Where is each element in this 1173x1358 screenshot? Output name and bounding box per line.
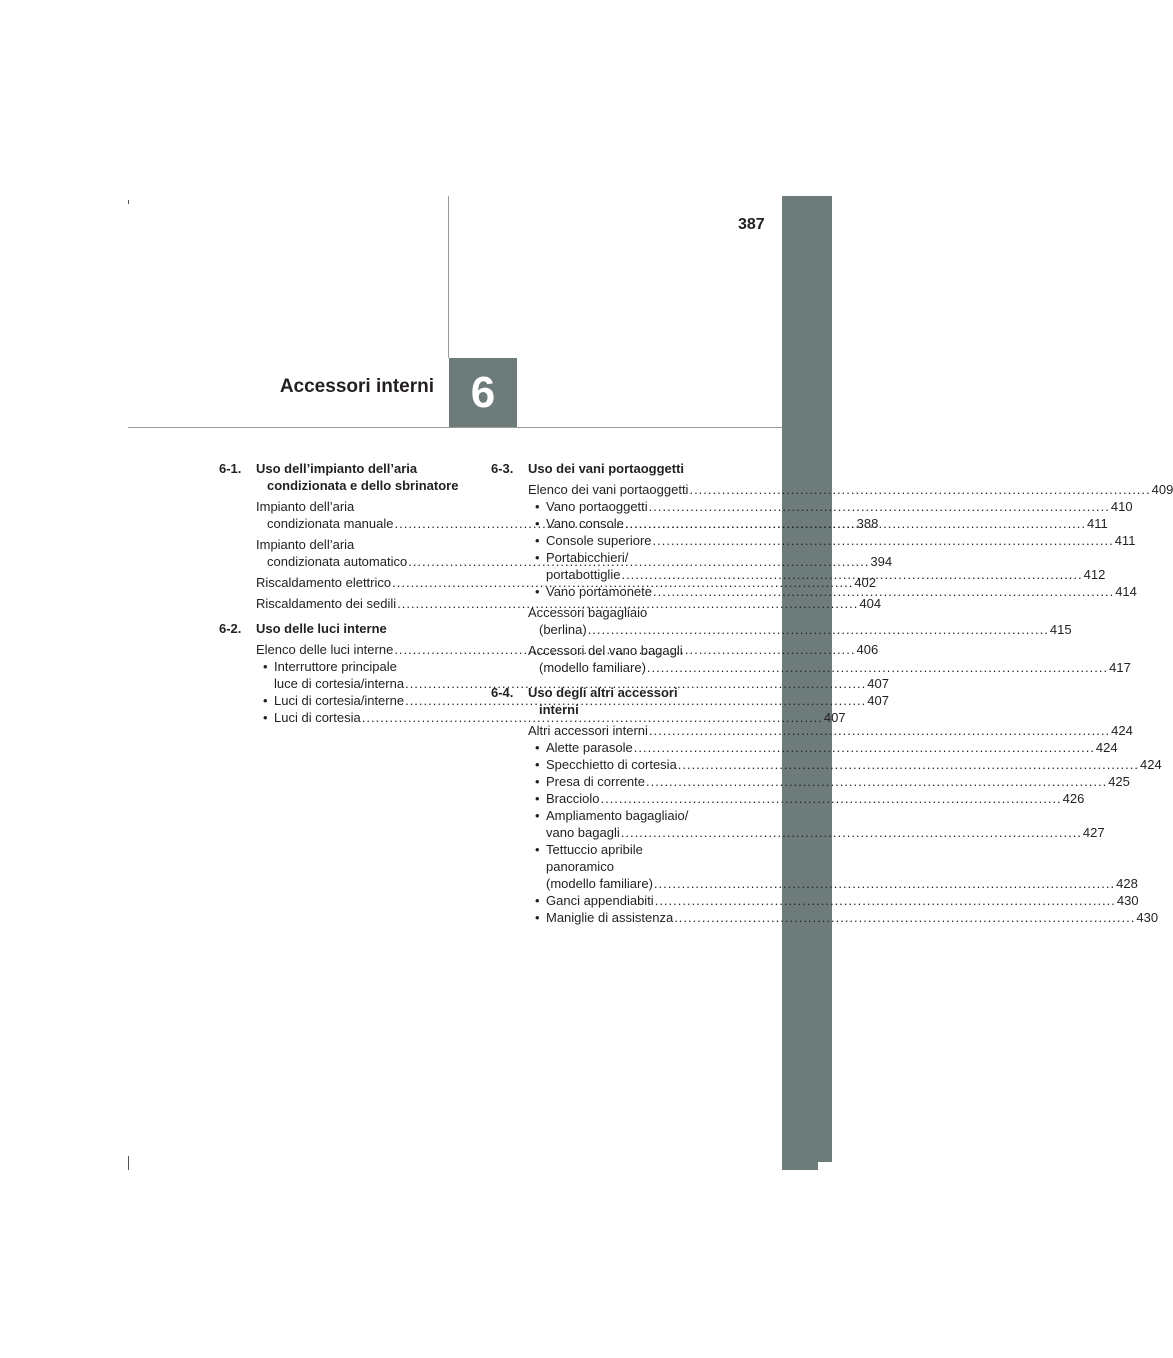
toc-page-number: 406 [856,642,879,657]
toc-leader-line [546,498,1133,515]
toc-entry-text: Console superiore [546,533,652,548]
toc-entry-text: condizionata automatico [267,554,408,569]
toc-entry-text: Elenco delle luci interne [256,642,394,657]
dot-leader [647,660,1108,675]
bullet-icon: • [263,710,268,725]
toc-entry-text: Vano portaoggetti [546,499,648,514]
toc-leader-line [546,756,1162,773]
section-title-line: Uso dei vani portaoggetti [528,461,685,476]
toc-leader-line [546,790,1085,807]
toc-leader-line [546,824,1105,841]
toc-entry-text: Luci di cortesia [274,710,361,725]
toc-page-number: 394 [870,554,893,569]
toc-leader-line [546,909,1159,926]
toc-sub-entry[interactable] [528,841,1138,892]
toc-entry-line: Impianto dell’aria [256,499,355,514]
toc-sub-entry[interactable] [528,892,1139,909]
bullet-icon: • [535,842,540,857]
toc-entry-text: vano bagagli [546,825,620,840]
toc-page-number: 407 [823,710,846,725]
section-title-line: interni [539,702,579,717]
bullet-icon: • [535,808,540,823]
toc-sub-entry-line: panoramico [546,859,614,874]
toc-entry-text: Riscaldamento dei sedili [256,596,397,611]
toc-sub-entry[interactable] [528,909,1159,926]
toc-sub-entry[interactable] [528,790,1085,807]
toc-entry-line: Accessori del vano bagagli [528,643,683,658]
dot-leader [621,566,1082,583]
toc-leader-line [546,583,1137,600]
header-vertical-rule [448,196,449,358]
dot-leader [649,723,1110,738]
toc-entry-last [528,722,1133,739]
toc-leader-line [546,892,1139,909]
toc-entry-line: Accessori bagagliaio [528,605,648,620]
dot-leader [678,756,1139,773]
toc-entry-text: Luci di cortesia/interne [274,693,405,708]
section-title [256,460,467,494]
bullet-icon: • [535,893,540,908]
toc-page-number: 409 [1151,482,1173,497]
bullet-icon: • [535,910,540,925]
crop-mark [128,200,129,204]
toc-leader-line [274,675,889,692]
toc-leader-line [546,739,1118,756]
toc-page-number: 410 [1110,499,1133,514]
section-number: 6-1. [219,461,242,476]
dot-leader [653,583,1114,600]
toc-page-number: 402 [854,575,877,590]
toc-sub-entry-line: Interruttore principale [274,659,397,674]
section-heading [219,460,467,494]
bullet-icon: • [535,516,540,531]
toc-leader-line [528,481,1173,498]
toc-entry-text: (berlina) [539,622,587,637]
bullet-icon: • [535,774,540,789]
section-title-line: Uso degli altri accessori [528,685,678,700]
toc-entry-text: condizionata manuale [267,516,394,531]
toc-entry-text: portabottiglie [546,567,621,582]
bullet-icon: • [535,499,540,514]
bullet-icon: • [535,757,540,772]
toc-sub-entry[interactable] [528,739,1118,756]
toc-sub-entry[interactable] [528,807,1105,841]
toc-page-number: 427 [1082,825,1105,840]
dot-leader [588,622,1049,637]
chapter-title: Accessori interni [279,376,434,397]
toc-entry-text: Specchietto di cortesia [546,757,677,772]
dot-leader [600,790,1061,807]
toc-entry[interactable] [256,595,882,612]
chapter-number: 6 [449,358,517,427]
dot-leader [655,892,1116,909]
toc-entry-text: Bracciolo [546,791,600,806]
toc-entry-last [256,595,882,612]
section-number: 6-4. [491,685,514,700]
dot-leader [689,482,1150,497]
bullet-icon: • [535,791,540,806]
toc-page-number: 415 [1049,622,1072,637]
toc-page-number: 407 [867,676,889,691]
toc-page-number: 411 [1114,533,1136,548]
toc-entry-line: Impianto dell’aria [256,537,355,552]
toc-entry-text: Presa di corrente [546,774,645,789]
toc-leader-line [528,722,1133,739]
toc-entry-text: Vano console [546,516,624,531]
toc-sub-entry[interactable] [528,532,1136,549]
toc-sub-entry-line: Tettuccio apribile [546,842,643,857]
section-heading [491,460,739,477]
section-title [528,684,739,718]
toc-page-number: 426 [1062,791,1085,806]
toc-page-number: 388 [856,516,879,531]
section-heading [491,684,739,718]
toc-sub-entry[interactable] [528,498,1133,515]
bullet-icon: • [263,659,268,674]
side-tab-notch [818,1162,832,1170]
toc-page-number: 407 [867,693,889,708]
toc-page-number: 424 [1111,723,1133,738]
toc-entry-text: (modello familiare) [539,660,646,675]
toc-sub-entry[interactable] [528,756,1162,773]
dot-leader [654,875,1115,892]
toc-page-number: 411 [1087,516,1108,531]
section-title [256,620,467,637]
toc-entry-text: Vano portamonete [546,584,652,599]
dot-leader [625,515,1086,532]
section-title-line: Uso dell’impianto dell’aria [256,461,418,476]
section-title-line: Uso delle luci interne [256,621,387,636]
toc-entry[interactable] [528,604,1072,638]
dot-leader [649,498,1110,515]
toc-sub-entry-line: Portabicchieri/ [546,550,629,565]
toc-entry-text: Altri accessori interni [528,723,648,738]
toc-page-number: 414 [1115,584,1137,599]
toc-page-number: 417 [1109,660,1131,675]
dot-leader [634,739,1095,756]
toc-page-number: 430 [1116,893,1139,908]
toc-page-number: 425 [1108,774,1130,789]
toc-page-number: 428 [1116,876,1138,891]
toc-page-number: 424 [1095,740,1118,755]
bullet-icon: • [535,584,540,599]
toc-entry-text: luce di cortesia/interna [274,676,405,691]
toc-page-number: 404 [859,596,882,611]
section-number: 6-2. [219,621,242,636]
toc-entry-last [528,621,1072,638]
section-title [528,460,739,477]
toc-sub-entry[interactable] [528,583,1137,600]
dot-leader [646,773,1107,790]
page-number: 387 [738,216,765,233]
toc-entry-text: Riscaldamento elettrico [256,575,392,590]
bullet-icon: • [535,533,540,548]
toc-entry-text: (modello familiare) [546,876,653,891]
dot-leader [653,532,1114,549]
toc-sub-entry[interactable] [528,773,1130,790]
toc-entry-text: Alette parasole [546,740,633,755]
toc-leader-line [539,659,1131,676]
toc-page-number: 430 [1136,910,1159,925]
toc-leader-line [546,875,1138,892]
toc-entry-text: Elenco dei vani portaoggetti [528,482,689,497]
crop-mark [128,1156,129,1170]
toc-entry[interactable] [528,722,1162,926]
toc-sub-entry-line: Ampliamento bagagliaio/ [546,808,689,823]
toc-entry-text: Ganci appendiabiti [546,893,654,908]
bullet-icon: • [535,740,540,755]
section-title-line: condizionata e dello sbrinatore [267,478,459,493]
toc-page-number: 424 [1139,757,1162,772]
bullet-icon: • [263,693,268,708]
section-number: 6-3. [491,461,514,476]
toc-entry-last [528,481,1173,498]
toc-leader-line [546,532,1136,549]
section-entries [491,722,1162,926]
toc-page-number: 412 [1083,567,1106,582]
bullet-icon: • [535,550,540,565]
toc-entry-text: Maniglie di assistenza [546,910,674,925]
dot-leader [674,909,1135,926]
dot-leader [621,824,1082,841]
toc-entry-last [528,659,1131,676]
toc-leader-line [539,621,1072,638]
header-horizontal-rule [128,427,782,428]
toc-leader-line [546,773,1130,790]
section-heading [219,620,467,637]
